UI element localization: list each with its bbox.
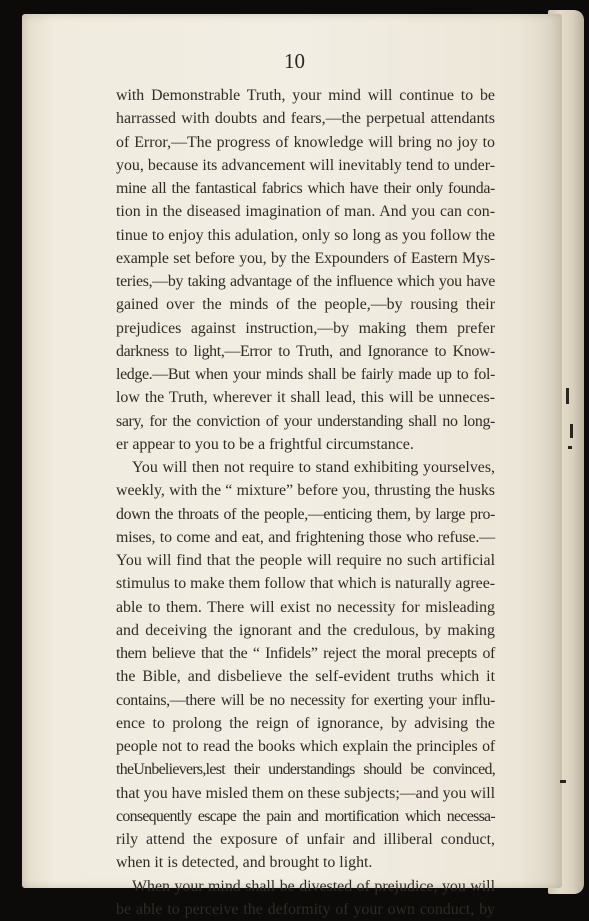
text-line: ledge.—But when your minds shall be fairly made up to fol- — [116, 366, 495, 383]
text-line: sary, for the conviction of your understanding shall no long- — [116, 412, 495, 430]
text-line: mine all the fantastical fabrics which have their only founda- — [116, 180, 495, 197]
text-line: er appear to you to be a frightful circumstance. — [116, 435, 414, 453]
ink-bleed-mark — [560, 780, 566, 783]
text-line: low the Truth, wherever it shall lead, this will be unneces- — [116, 389, 495, 407]
text-line: tinue to enjoy this adulation, only so long as you follow the — [116, 226, 495, 244]
text-line: them believe that the “ Infidels” reject the moral precepts of — [116, 645, 495, 662]
text-line: You will then not require to stand exhibiting yourselves, — [132, 459, 495, 476]
text-line: When your mind shall be divested of prejudice, you will — [132, 877, 495, 895]
text-line: contains,—there will be no necessity for exerting your influ- — [116, 691, 495, 709]
page-number: 10 — [284, 49, 305, 73]
text-line: teries,—by taking advantage of the influence which you have — [116, 273, 495, 290]
text-line: weekly, with the “ mixture” before you, thrusting the husks — [116, 482, 495, 500]
text-line: harrassed with doubts and fears,—the perpetual attendants — [116, 110, 495, 128]
text-line: gained over the minds of the people,—by rousing their — [116, 296, 495, 314]
ink-bleed-mark — [568, 446, 572, 449]
text-line: example set before you, by the Expounders of Eastern Mys- — [116, 249, 495, 267]
text-line: tion in the diseased imagination of man. And you can con- — [116, 203, 495, 221]
text-line: stimulus to make them follow that which is naturally agree- — [116, 575, 496, 593]
text-line: mises, to come and eat, and frightening those who refuse.— — [116, 528, 495, 546]
text-line: darkness to light,—Error to Truth, and Ignorance to Know- — [116, 342, 495, 360]
text-line: consequently escape the pain and mortification which necessa- — [116, 807, 495, 825]
text-line: that you have misled them on these subjects;—and you will — [116, 784, 496, 802]
text-line: of Error,—The progress of knowledge will bring no joy to — [116, 133, 495, 151]
text-line: when it is detected, and brought to light. — [116, 854, 373, 872]
text-line: and deceiving the ignorant and the credulous, by making — [116, 621, 495, 639]
text-line: prejudices against instruction,—by making them prefer — [116, 319, 495, 337]
text-line: you, because its advancement will inevitably tend to under- — [116, 156, 495, 174]
text-line: theUnbelievers,lest their understandings should be convinced, — [116, 761, 495, 779]
text-line: be able to perceive the deformity of your own conduct, by — [116, 900, 495, 918]
text-line: You will find that the people will require no such artificial — [116, 552, 495, 569]
text-line: ence to prolong the reign of ignorance, by advising the — [116, 714, 495, 732]
text-line: with Demonstrable Truth, your mind will continue to be — [116, 87, 495, 104]
ink-bleed-mark — [570, 424, 573, 438]
text-line: the Bible, and disbelieve the self-evident truths which it — [116, 668, 495, 686]
text-line: people not to read the books which explain the principles of — [116, 738, 495, 755]
text-line: able to them. There will exist no necessity for misleading — [116, 598, 495, 616]
ink-bleed-mark — [566, 388, 569, 404]
body-text — [116, 84, 495, 921]
text-line: rily attend the exposure of unfair and illiberal conduct, — [116, 831, 495, 848]
text-line: down the throats of the people,—enticing them, by large pro- — [116, 505, 495, 523]
